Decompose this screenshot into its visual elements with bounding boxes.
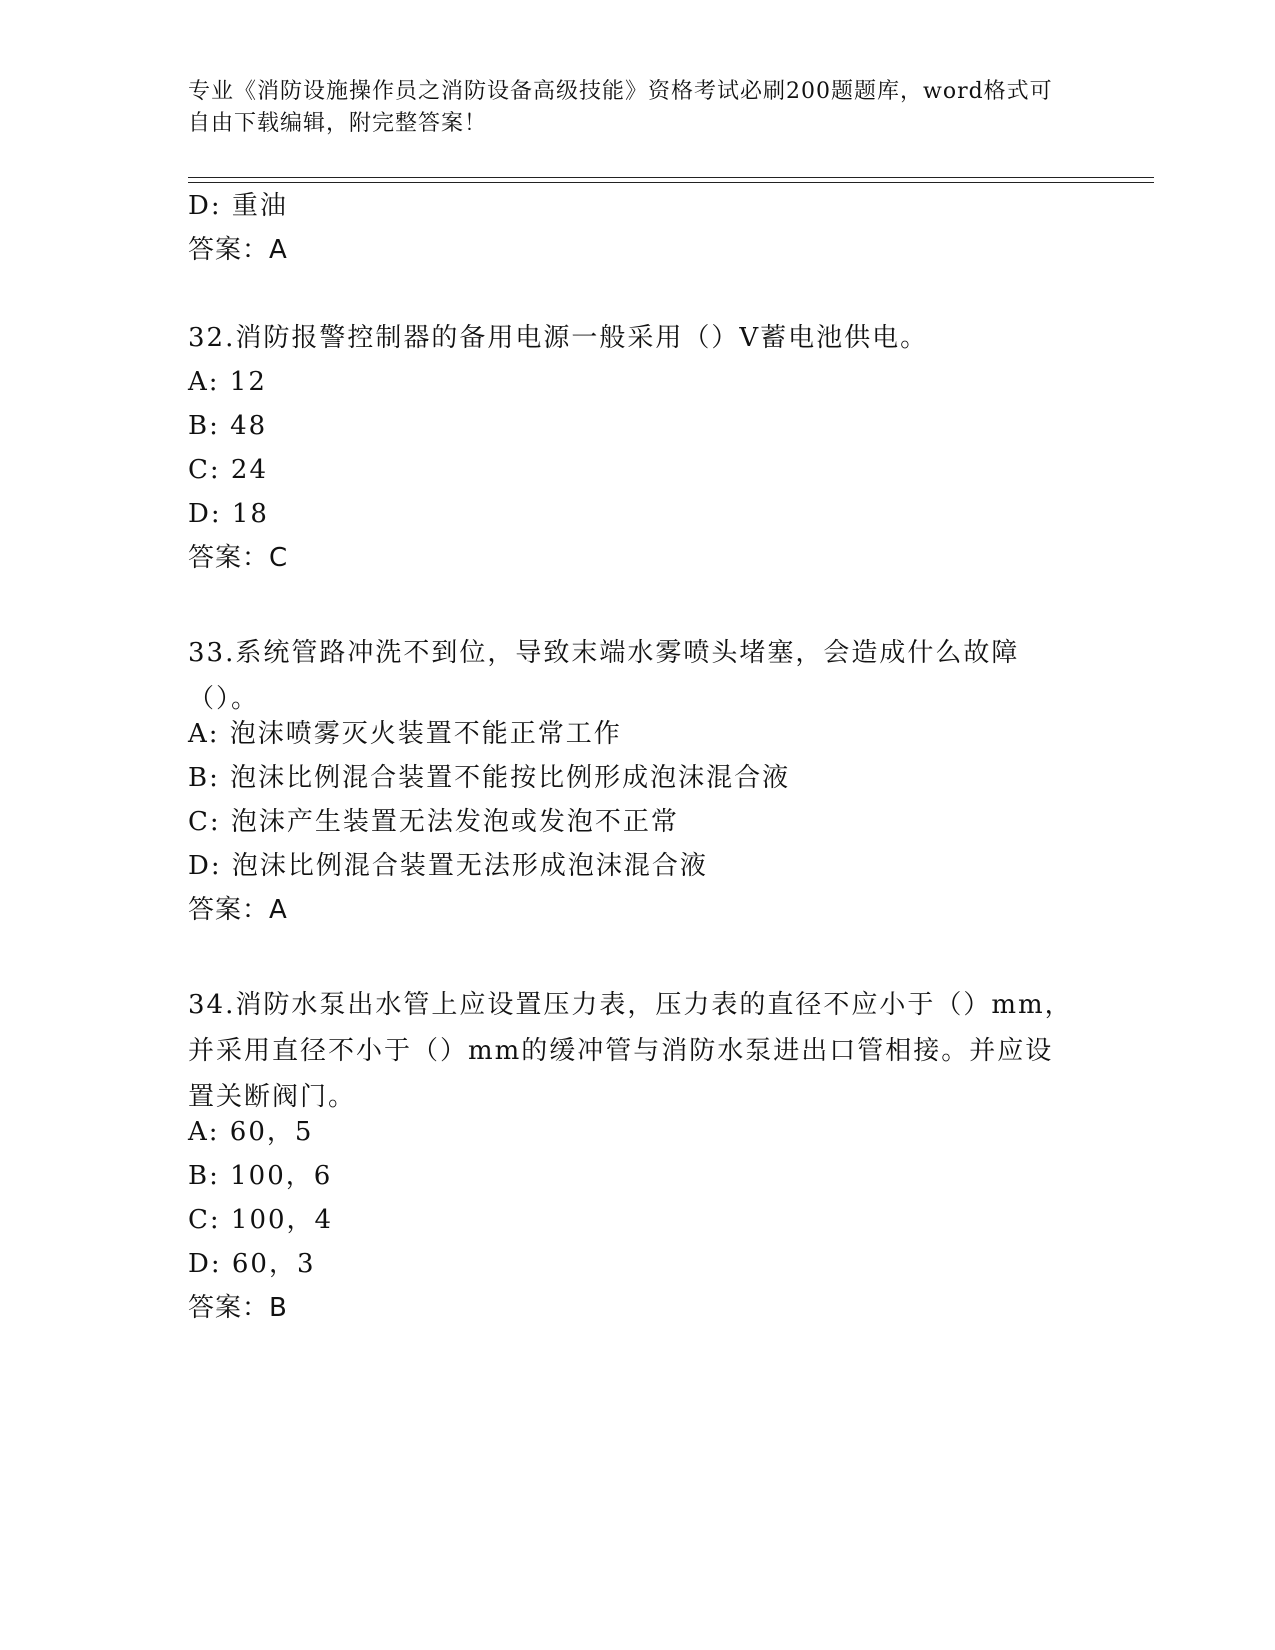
q33-answer: 答案：A [188, 895, 288, 925]
q32-option-d: D: 18 [188, 499, 269, 529]
q34-answer: 答案：B [188, 1293, 288, 1323]
header-rule-thin [188, 182, 1154, 183]
q33-option-a: A: 泡沫喷雾灭火装置不能正常工作 [188, 719, 622, 749]
q34-question: 34.消防水泵出水管上应设置压力表，压力表的直径不应小于（）mm，并采用直径不小于（）mm的缓冲管与消防水泵进出口管相接。并应设置关断阀门。 [188, 990, 1073, 1112]
q34-option-c: C: 100，4 [188, 1205, 334, 1235]
q33-option-d: D: 泡沫比例混合装置无法形成泡沫混合液 [188, 851, 708, 881]
q34-option-b: B: 100，6 [188, 1161, 333, 1191]
q32-option-c: C: 24 [188, 455, 269, 485]
q34-option-a: A: 60，5 [188, 1117, 314, 1147]
q34-option-d: D: 60，3 [188, 1249, 316, 1279]
q33-option-b: B: 泡沫比例混合装置不能按比例形成泡沫混合液 [188, 763, 791, 793]
prev-option-d: D: 重油 [188, 191, 288, 221]
q33-question: 33.系统管路冲洗不到位，导致末端水雾喷头堵塞，会造成什么故障（）。 [188, 638, 1020, 714]
q32-question: 32.消防报警控制器的备用电源一般采用（）V蓄电池供电。 [188, 323, 929, 353]
q33-option-c: C: 泡沫产生装置无法发泡或发泡不正常 [188, 807, 679, 837]
header-rule-thick [188, 177, 1154, 178]
document-header: 专业《消防设施操作员之消防设备高级技能》资格考试必刷200题题库，word格式可自由下载编辑，附完整答案！ [188, 79, 1053, 136]
q32-answer: 答案：C [188, 543, 289, 573]
prev-answer: 答案：A [188, 235, 288, 265]
q32-option-a: A: 12 [188, 367, 267, 397]
q32-option-b: B: 48 [188, 411, 268, 441]
